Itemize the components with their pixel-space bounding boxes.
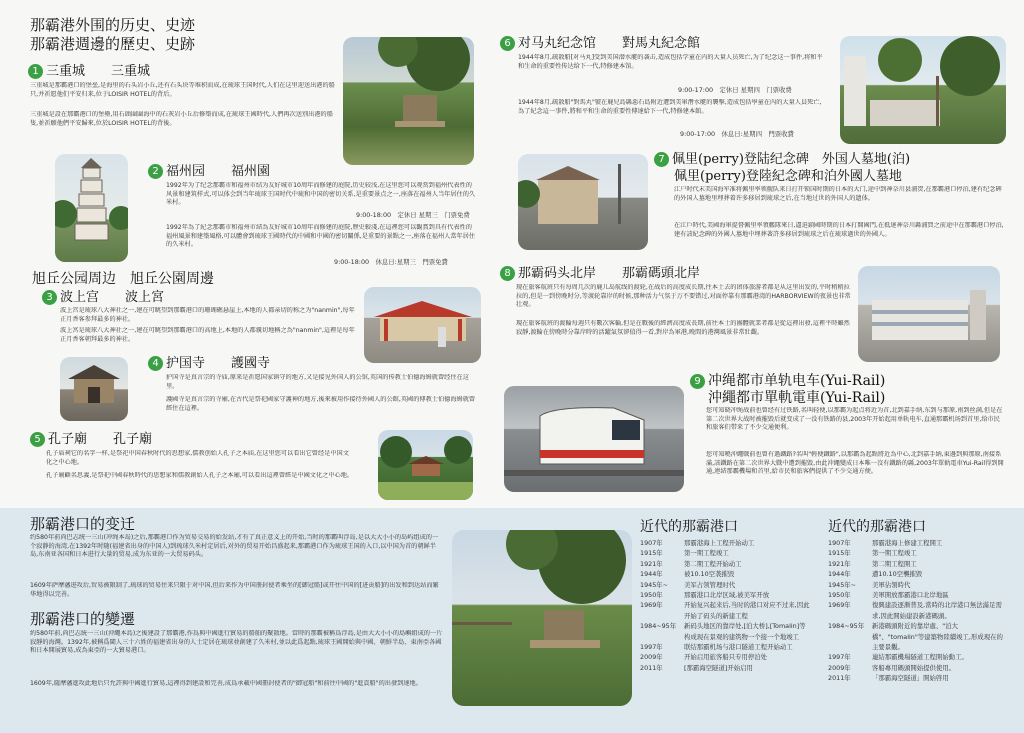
mie-gusuku-ruins-photo [452, 530, 632, 706]
timeline-row [640, 621, 810, 642]
timeline-row [828, 559, 1008, 569]
timeline-year: 1945年~ [828, 580, 857, 589]
timeline-year: 1997年 [640, 643, 663, 652]
timeline-year: 1984~95年 [640, 622, 677, 631]
spot-2-name: 福州园 福州園 [166, 164, 271, 179]
spot-number-badge: 5 [30, 432, 45, 447]
spot-6-hours-traditional: 9:00-17:00 休息日:星期四 門票收費 [680, 130, 794, 138]
terminal-building-icon [858, 266, 1000, 362]
timeline-row [640, 580, 810, 590]
spot-1-text-simplified: 三重城是那霸港口的堡垒,是海里的石头岩小丘,还有石头块等堆积而成,在琉球王国时代,人们在这里迎送出港的船只,并祈愿他们平安归来,位于LOISIR HOTEL的背后。 [30, 82, 335, 98]
asahigaoka-area-heading [32, 270, 214, 288]
timeline-year: 2009年 [640, 653, 663, 662]
modern-title-traditional: 近代的那霸港口 [828, 519, 926, 535]
spot-9-text-traditional: 您可知曉沖繩戰前也曾有過鐵路?名叫"輕便鐵路",以那霸為起點將近為中心,北到嘉手納,東邊到與那原,南接系滿,該鐵路在第二次世界大戰中遭到摧毀,由此沖繩變成日本唯一沒有鐵路的縣,2003年單軌電車Yui-Rail得到開通,連結那霸機場和首里,給市民和旅客們提供了不少交通方便。 [706, 451, 1004, 476]
spot-6-text-simplified: 1944年8月,疏散船[对马丸]受到美国潜水艇的袭击,造成包括学童在内的大量人员死亡,为了纪念这一事件,将和平和生命的重要性传达给下一代,特修建本馆。 [518, 54, 823, 70]
timeline-year: 1984~95年 [828, 622, 865, 631]
spot-3-text-traditional: 波上宮是琉球八大神社之一,建在可眺望到那霸港口的高地上,本地的人都親切地稱之為"nanmin",這裡是每年正月香客朝拜最多的神社。 [60, 327, 355, 343]
timeline-event: 第二期工程开始动工 [684, 559, 742, 568]
spot-9-text-simplified: 您可知晓冲绳战前也曾经有过铁路,名叫轻便,以那霸为起点将近为首,北到嘉手纳,东到与那原,南到丝满,但是在第二次世界大战时被摧毁后就变成了一没有铁路的县,2003年开始起用单轨电车,直通那霸机场到首里,给市民和旅客们带来了不少交通便利。 [706, 407, 1003, 432]
timeline-row [828, 673, 1008, 683]
timeline-year: 1915年 [640, 549, 663, 558]
timeline-row [828, 580, 1008, 590]
timeline-year: 1950年 [828, 591, 851, 600]
timeline-year: 1907年 [640, 539, 663, 547]
timeline-row [640, 569, 810, 579]
modern-title-simplified: 近代的那霸港口 [640, 519, 738, 535]
tsushima-maru-museum-photo [840, 36, 1006, 144]
spot-9-name-simplified: 冲绳都市单轨电车(Yui-Rail) [708, 373, 886, 389]
timeline-row [828, 569, 1008, 579]
spot-number-badge: 3 [42, 290, 57, 305]
spot-6-text-traditional: 1944年8月,疏散船"對馬丸"號在鹿兒島縣惡石島附近遭到美軍潛水艇的襲擊,造成包括學童在內的大量人員死亡,為了紀念這一事件,將和平和生命的重要性傳達給下一代,特修建本館。 [518, 99, 822, 115]
spot-5-heading [30, 432, 152, 448]
port-change-text-simplified: 约580年前尚巴志统一三山(冲绳本岛)之后,那霸港口作为贸易交易的始发站,才有了真正意义上的开始,当时的那霸叫浮岛,是以大大小小的岛屿组成的一个寂静的海湾,在1392年时随(福建省出身的中国人)到琉球久米村定居后,对外的贸易开始昌盛起来,那霸港口作为琉球王国的入口,以中国为首的朝鲜半岛,东南亚各国和日本进行大量的贸易,成为东亚的一大贸易码头。 [30, 534, 439, 559]
modern-timeline-simplified [640, 538, 810, 673]
spot-5-text-traditional: 孔子廟顧名思義,是祭祀中國春秋時代的思想家和儒教創始人孔子之本廟,可以看出這裡曾經是中國文化之中心地。 [46, 472, 354, 479]
timeline-event: 美军占领管理时代 [684, 580, 736, 589]
timeline-event: 开始启用旅客船只专用停泊处 [684, 653, 768, 662]
ruins-tree-icon [452, 530, 632, 706]
spot-9-name-traditional: 沖繩都市單軌電車(Yui-Rail) [708, 390, 886, 406]
naminoue-shrine-photo [364, 287, 481, 363]
timeline-row [640, 652, 810, 662]
spot-number-badge: 8 [500, 266, 515, 281]
spot-1-name: 三重城 三重城 [46, 64, 151, 79]
timeline-event: 开始复兴起来后,当时的港口对应不过来,因此开始了码头的新建工程 [684, 601, 810, 620]
spot-2-hours-simplified: 9:00-18:00 定休日 星期三 门票免费 [356, 211, 470, 219]
spot-5-text-simplified: 孔子庙祠它的名字一样,是祭祀中国春秋时代的思想家,儒教创始人孔子之本庙,在这里您可以看出它曾经是中国文化之中心地。 [46, 450, 349, 466]
spot-4-heading [148, 356, 270, 372]
naha-port-north-pier-photo [858, 266, 1000, 362]
timeline-event: 連結那霸機場隧道工程開始動工。 [872, 653, 968, 662]
timeline-row [828, 590, 1008, 600]
spot-7-text-simplified: 江户时代末美国海军准将佩里率领舰队来日打开锁国时期的日本的大门,途中到神奈川县浦贺,在那霸港口停泊,建有纪念碑的外国人墓地里埋葬着许多移居到琉球之后,在当地过世的外国人的遗体。 [674, 186, 1002, 202]
spot-9-heading [690, 372, 885, 390]
church-building-icon [518, 154, 648, 250]
timeline-row [640, 600, 810, 621]
timeline-event: 「那霸海空隧道」開始啓用 [872, 674, 949, 683]
timeline-event: 那霸港口北岸区域,被美军开放 [684, 591, 770, 600]
timeline-row [828, 652, 1008, 662]
spot-number-badge: 7 [654, 152, 669, 167]
history-title [30, 16, 330, 54]
timeline-row [828, 663, 1008, 673]
timeline-year: 1950年 [640, 591, 663, 600]
timeline-event: 新港碼頭附近的靠岸處、"泊大橋"、"tomalin"等建築物陸續竣工,形成現在的主要景觀。 [872, 622, 1003, 652]
spot-1-heading [28, 64, 150, 80]
spot-7-heading [654, 152, 910, 168]
spot-4-name: 护国寺 護國寺 [166, 356, 271, 371]
port-change-text-traditional: 約580年前,尚巴志統一三山(沖繩本島)之後建設了那霸港,作爲與中國進行貿易的船舶的聚散地。當時的那霸被稱爲浮島,是由大大小小的島嶼組成的一片寂靜的海灣。1392年,被稱爲閩人三十六姓的福建省出身的人士定居在琉球並創建了久米村,並以此爲起點,琉球王國開始與中國、朝鮮半島、東南亞各國和日本開展貿易,成為東亞的一大貿易港口。 [30, 630, 443, 655]
spot-3-name: 波上宫 波上宮 [60, 290, 165, 305]
spot-7-name-simplified: 佩里(perry)登陆纪念碑 外国人墓地(泊) [672, 152, 911, 167]
spot-5-name: 孔子廟 孔子廟 [48, 432, 153, 447]
timeline-year: 1915年 [828, 549, 851, 558]
timeline-event: 联结那霸机场与港口隧道工程开始动工 [684, 643, 793, 652]
timeline-year: 1945年~ [640, 580, 669, 589]
spot-2-text-traditional: 1992年為了紀念那霸市和福州市結為友好城市10周年而修建的庭院,歷史較淺,在這裡您可以觀賞到具有代表性的福州風景和建築風格,可以體會到琉球王國時代的中國和中國的密切關係,是重要的景點之一,座落在福州人當年居住的久米村。 [166, 224, 476, 249]
timeline-year: 1969年 [828, 601, 851, 610]
spot-2-text-simplified: 1992年为了纪念那霸市和福州市结为友好城市10周年而修建的庭院,历史较浅,在这里您可以观赏到福州代表性的风景和建筑样式,可以体会到当年琉球王国时代中琉和中国的密切关系,是重要景点之一,座落在福州人当年居住的久米村。 [166, 182, 476, 207]
timeline-year: 1921年 [828, 559, 851, 568]
spot-6-heading [500, 36, 700, 52]
timeline-row [828, 621, 1008, 652]
timeline-year: 2009年 [828, 663, 851, 672]
timeline-event: 第一期工程竣工 [684, 549, 729, 558]
timeline-year: 2011年 [640, 663, 663, 672]
timeline-event: 復興建設逐漸普及,當時的北岸港口無法滿足需求,因此開始建設新港碼頭。 [872, 601, 1002, 620]
timeline-row [640, 548, 810, 558]
timeline-year: 2011年 [828, 674, 851, 683]
timeline-year: 1969年 [640, 601, 663, 610]
port-change-text-simplified-2: 1609年萨摩藩进攻后,贸易被限制了,琉球的贸易往来只限于对中国,但后来作为中国册封使者乘坐的[御冠船]或开往中国的[进贡船]的出发和到达站而繁华地得以完善。 [30, 582, 439, 598]
spot-4-text-simplified: 护国寺是真言宗的寺庙,原来是祈愿国家镇守的地方,又是接见外国人的公馆,英国的传教士伯德海姆就曾经住在这里。 [166, 374, 469, 390]
timeline-event: 那霸港海上修建工程開工 [872, 539, 943, 547]
spot-2-hours-traditional: 9:00-18:00 休息日:星期三 門票免費 [334, 258, 448, 266]
asahigaoka-simplified: 旭丘公园周边 [32, 271, 116, 287]
spot-8-text-traditional: 現在旅客航班的渡輪每週只有數次客輪,但是在戰後的經濟高度成長期,前往本土的團體就業者都是從這裡出發,這裡平時雖然寂靜,渡輪在傍晚時分靠岸時的活躍氣氛卻值得一看,對岸為軍港,晚間的港灣風景非常壯觀。 [516, 320, 850, 336]
port-change-title-simplified: 那霸港口的变迁 [30, 515, 136, 533]
timeline-row [640, 663, 810, 673]
timeline-row [828, 548, 1008, 558]
port-change-title-traditional: 那霸港口的變遷 [30, 610, 136, 628]
history-title-simplified: 那霸港外围的历史、史迹 [30, 16, 196, 34]
spot-number-badge: 9 [690, 374, 705, 389]
history-title-traditional: 那霸港週邊的歷史、史跡 [30, 35, 196, 53]
spot-8-text-simplified: 现在旅客航班只有每周几次的鹿儿岛航线的渡轮,在战后的高度成长期,往本土去的团体旅游者都是从这里出发的,平时稍稍拉拉的,但是一到傍晚时分,等渡轮靠岸的时候,那种活力气氛于万不要错过,对面停靠有那霸港湾的HARBORVIEW的夜景也非常壮观。 [516, 284, 851, 309]
spot-8-name: 那霸码头北岸 那霸碼頭北岸 [518, 266, 701, 281]
modern-timeline-traditional [828, 538, 1008, 684]
timeline-event: 第一期工程竣工 [872, 549, 917, 558]
tree-shade-icon [343, 37, 474, 165]
gokokuji-temple-photo [60, 357, 128, 421]
timeline-row [640, 590, 810, 600]
spot-number-badge: 1 [28, 64, 43, 79]
timeline-year: 1944年 [828, 570, 851, 579]
timeline-row [640, 559, 810, 569]
timeline-event: 那霸港海上工程开始动工 [684, 539, 755, 547]
timeline-row [640, 538, 810, 548]
spot-number-badge: 6 [500, 36, 515, 51]
mie-gusuku-photo [343, 37, 474, 165]
yui-rail-monorail-photo [504, 386, 684, 492]
pagoda-icon [55, 154, 128, 262]
timeline-event: 第二期工程開工 [872, 559, 917, 568]
spot-2-heading [148, 164, 270, 180]
timeline-row [828, 538, 1008, 548]
shrine-icon [364, 287, 481, 363]
spot-3-heading [42, 290, 164, 306]
asahigaoka-traditional: 旭丘公園周邊 [130, 271, 214, 287]
spot-4-text-traditional: 護國寺是真言宗的寺廟,在古代是祭祀國家守護神的地方,後來被用作接待外國人的公館,英國的傳教士伯德海姆就曾經住在這裡。 [166, 396, 476, 412]
spot-7-name-traditional: 佩里(perry)登陸紀念碑和泊外國人墓地 [674, 169, 902, 184]
spot-1-text-traditional: 三重城是設在那霸港口的堡壘,用石頭圍圍海中的石灰岩小丘后修築而成,在琉球王國時代,人們再次送別出港的船隻,並祈願他們平安歸來,位於LOISIR HOTEL的背後。 [30, 111, 333, 127]
timeline-event: 遭10.10空襲摧毀 [872, 570, 923, 579]
spot-3-text-simplified: 波上宫是琉球八大神社之一,建在可眺望到那霸港口的珊瑚礁悬崖上,本地的人都亲切的称之为"nanmin",每年正月香客参拜最多的神社。 [60, 307, 355, 323]
timeline-year: 1921年 [640, 559, 663, 568]
temple-icon [60, 357, 128, 421]
spot-number-badge: 4 [148, 356, 163, 371]
spot-6-hours-simplified: 9:00-17:00 定休日 星期四 门票收费 [678, 86, 792, 94]
timeline-year: 1907年 [828, 539, 851, 547]
timeline-year: 1997年 [828, 653, 851, 662]
confucius-temple-photo [378, 430, 473, 500]
timeline-event: 美軍開放那霸港口北岸地區 [872, 591, 949, 600]
spot-7-text-traditional: 在江戶時代,美國海軍提督佩里率領艦隊來日,逼迫鎖國時期的日本打開國門,在抵達神奈川縣浦賀之前途中在那霸港口停泊,建有該紀念碑的外國人墓地中埋葬著許多移居到琉球之后在琉球過世的外國人。 [674, 222, 1004, 238]
timeline-event: [那霸海空隧道]开始启用 [684, 663, 753, 672]
timeline-row [640, 642, 810, 652]
spot-8-heading [500, 266, 700, 282]
timeline-event: 客船專用碼頭開始提供使用。 [872, 663, 956, 672]
timeline-event: 美軍佔領時代 [872, 580, 911, 589]
perry-memorial-photo [518, 154, 648, 250]
temple-hall-icon [378, 430, 473, 500]
spot-number-badge: 2 [148, 164, 163, 179]
timeline-year: 1944年 [640, 570, 663, 579]
port-change-text-traditional-2: 1609年,薩摩藩進攻此地后只允許與中國進行貿易,這裡得到建設和完善,成爲承載中國冊封使者的"御冠船"和前往中國的"進貢船"的出發到達地。 [30, 680, 422, 687]
timeline-row [828, 600, 1008, 621]
timeline-event: 被10.10空袭摧毁 [684, 570, 735, 579]
fukushu-en-pagoda-photo [55, 154, 128, 262]
monorail-train-icon [504, 386, 684, 492]
spot-6-name: 对马丸纪念馆 對馬丸紀念館 [518, 36, 701, 51]
timeline-event: 新码头地区的靠岸处,[泊大桥],[Tomalin]等构成现在景观的建筑物一个接一个地竣工 [684, 622, 806, 641]
memorial-building-icon [840, 36, 1006, 144]
